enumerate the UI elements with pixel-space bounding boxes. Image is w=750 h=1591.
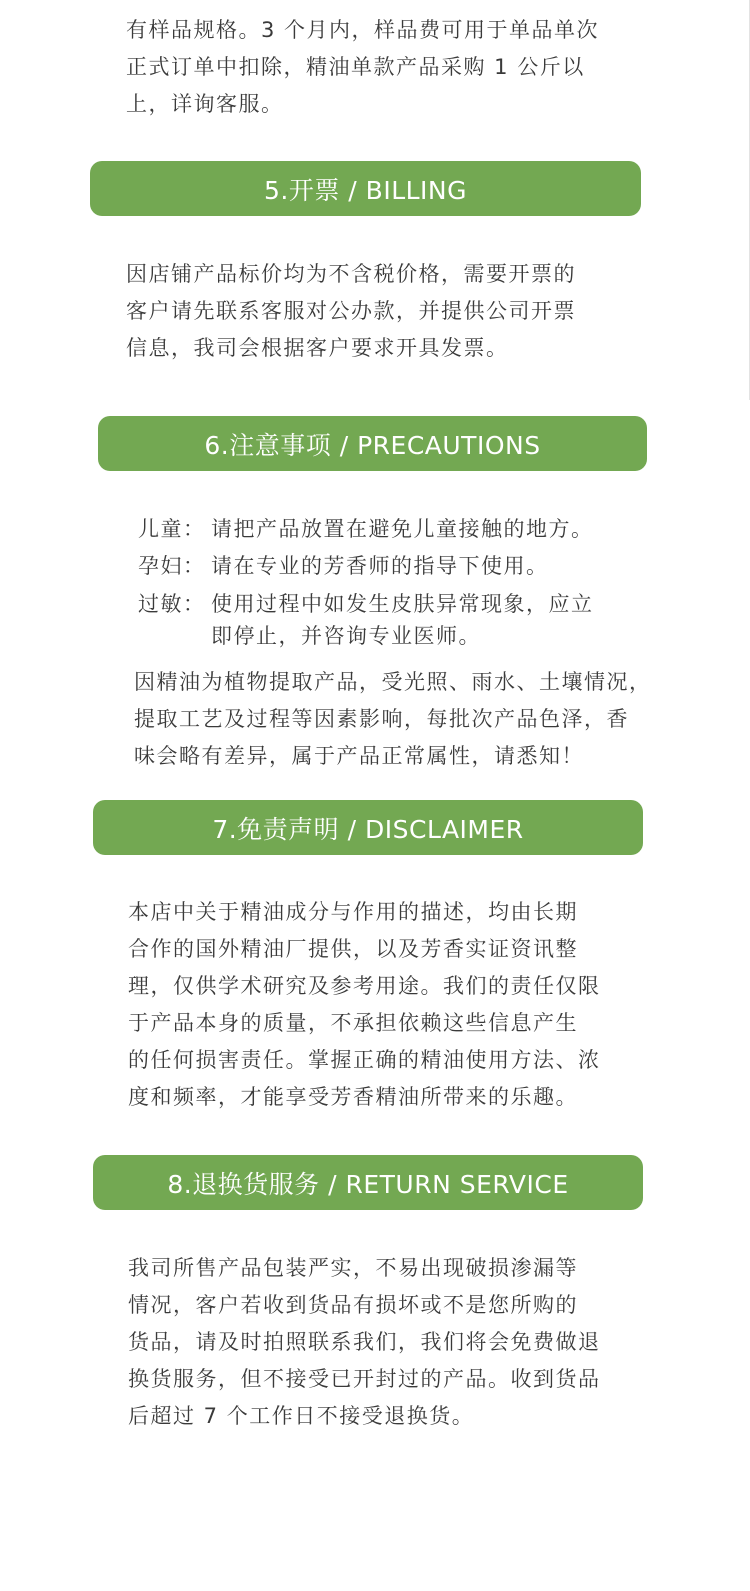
billing-section-header <box>90 161 641 216</box>
paragraph-line: 因精油为植物提取产品，受光照、雨水、土壤情况， <box>134 670 652 694</box>
precaution-line: 使用过程中如发生皮肤异常现象，应立 <box>211 592 594 616</box>
precaution-item-allergy <box>138 588 628 652</box>
precaution-line: 请在专业的芳香师的指导下使用。 <box>211 554 549 578</box>
paragraph-line: 度和频率，才能享受芳香精油所带来的乐趣。 <box>128 1085 578 1109</box>
precaution-text <box>211 548 549 585</box>
paragraph-line: 情况，客户若收到货品有损坏或不是您所购的 <box>128 1293 578 1317</box>
paragraph-line: 货品，请及时拍照联系我们，我们将会免费做退 <box>128 1330 601 1354</box>
precaution-line: 即停止，并咨询专业医师。 <box>211 624 481 648</box>
return-service-paragraph <box>128 1250 601 1435</box>
return-service-section-header <box>93 1155 643 1210</box>
paragraph-line: 因店铺产品标价均为不含税价格，需要开票的 <box>126 262 576 286</box>
precaution-label: 儿童： <box>138 517 206 541</box>
paragraph-line: 换货服务，但不接受已开封过的产品。收到货品 <box>128 1367 601 1391</box>
precaution-item-children <box>138 511 628 548</box>
billing-paragraph <box>126 256 576 367</box>
section-title: 5.开票 / BILLING <box>264 175 467 205</box>
paragraph-line: 味会略有差异，属于产品正常属性，请悉知！ <box>134 744 584 768</box>
paragraph-line: 后超过 7 个工作日不接受退换货。 <box>128 1404 475 1428</box>
sample-fee-paragraph <box>126 12 599 123</box>
precautions-section-header <box>98 416 647 471</box>
paragraph-line: 提取工艺及过程等因素影响，每批次产品色泽，香 <box>134 707 629 731</box>
precaution-text <box>211 511 594 548</box>
section-title: 6.注意事项 / PRECAUTIONS <box>204 430 541 460</box>
paragraph-line: 上，详询客服。 <box>126 92 284 116</box>
precaution-label: 过敏： <box>138 592 206 616</box>
section-title: 8.退换货服务 / RETURN SERVICE <box>167 1169 569 1199</box>
disclaimer-paragraph <box>128 894 601 1116</box>
disclaimer-section-header <box>93 800 643 855</box>
paragraph-line: 客户请先联系客服对公办款，并提供公司开票 <box>126 299 576 323</box>
paragraph-line: 本店中关于精油成分与作用的描述，均由长期 <box>128 900 578 924</box>
paragraph-line: 正式订单中扣除，精油单款产品采购 1 公斤以 <box>126 55 585 79</box>
precaution-item-pregnant <box>138 548 628 585</box>
precaution-line: 请把产品放置在避免儿童接触的地方。 <box>211 517 594 541</box>
paragraph-line: 合作的国外精油厂提供，以及芳香实证资讯整 <box>128 937 578 961</box>
paragraph-line: 信息，我司会根据客户要求开具发票。 <box>126 336 509 360</box>
precaution-label: 孕妇： <box>138 554 206 578</box>
section-title: 7.免责声明 / DISCLAIMER <box>212 814 524 844</box>
paragraph-line: 我司所售产品包装严实，不易出现破损渗漏等 <box>128 1256 578 1280</box>
precaution-text <box>211 588 594 652</box>
paragraph-line: 理，仅供学术研究及参考用途。我们的责任仅限 <box>128 974 601 998</box>
paragraph-line: 于产品本身的质量，不承担依赖这些信息产生 <box>128 1011 578 1035</box>
precautions-note-paragraph <box>134 664 652 775</box>
paragraph-line: 的任何损害责任。掌握正确的精油使用方法、浓 <box>128 1048 601 1072</box>
paragraph-line: 有样品规格。3 个月内，样品费可用于单品单次 <box>126 18 600 42</box>
precautions-list <box>138 511 628 652</box>
